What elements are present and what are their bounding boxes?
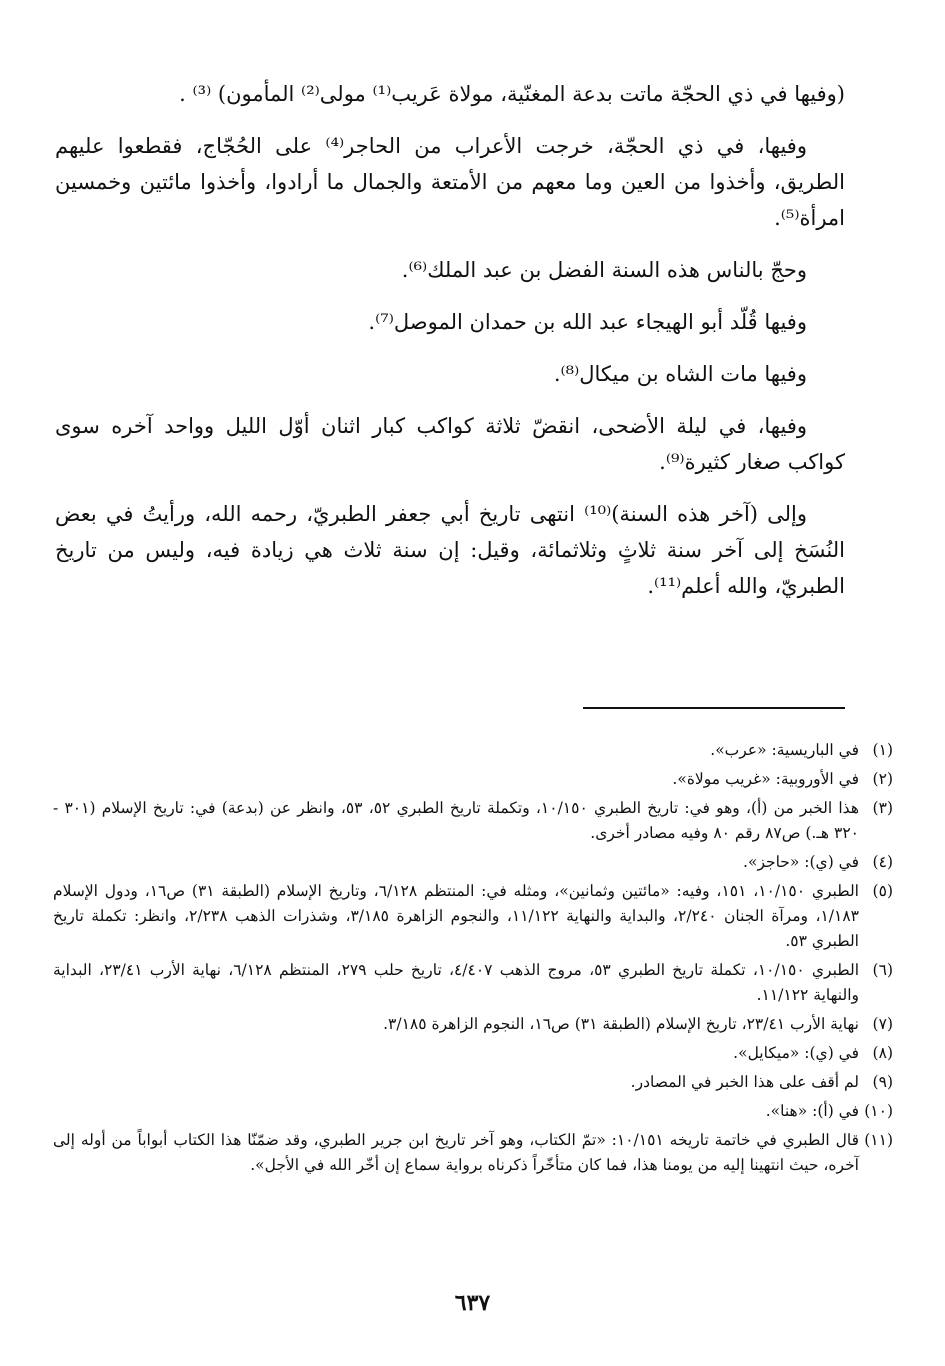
paragraph-falling-stars: وفيها، في ليلة الأضحى، انقضّ ثلاثة كواكب كبار اثنان أوّل الليل وواحد آخره سوى كواكب صغار كثيرة⁽⁹⁾. [55,414,845,474]
footnote-text: في الباريسية: «عرب». [710,741,859,759]
paragraph-mosul-appointment: وفيها قُلّد أبو الهيجاء عبد الله بن حمدان الموصل⁽⁷⁾. [368,310,807,334]
footnote-item [53,850,893,875]
footnote-text: الطبري ١٠/١٥٠، ١٥١، وفيه: «مائتين وثمانين»، ومثله في: المنتظم ٦/١٢٨، وتاريخ الإسلام (الطبقة ٣١) ص١٦، ودول الإسلام ١/١٨٣، ومرآة الجنان ٢/٢٤٠، والبداية والنهاية ١١/١٢٢، والنجوم الزاهرة ٣/١٨٥، وشذرات الذهب ٢/٢٣٨، وانظر: تكملة تاريخ الطبري ٥٣. [53,882,859,950]
footnote-item [53,958,893,1008]
page-number: ٦٣٧ [454,1290,491,1316]
footnote-item [53,1012,893,1037]
footnote-divider [583,707,845,709]
footnote-number: (٧) [872,1015,893,1033]
footnote-item [53,1041,893,1066]
footnote-item [53,767,893,792]
paragraph-death-of-badaa: (وفيها في ذي الحجّة ماتت بدعة المغنّية، مولاة عَريب⁽¹⁾ مولى⁽²⁾ المأمون) ⁽³⁾ . [179,82,845,106]
footnote-item [53,879,893,954]
footnote-number: (١) [872,741,893,759]
footnote-text: في الأوروبية: «غريب مولاة». [672,770,859,788]
paragraph-death-of-shah: وفيها مات الشاه بن ميكال⁽⁸⁾. [553,362,807,386]
paragraph-bedouin-raid: وفيها، في ذي الحجّة، خرجت الأعراب من الحاجر⁽⁴⁾ على الحُجّاج، فقطعوا عليهم الطريق، وأخذوا من العين وما معهم من الأمتعة والجمال ما أرادوا، وأخذوا مائتين وخمسين امرأة⁽⁵⁾. [55,134,845,230]
footnotes-list [53,738,893,1182]
footnote-text: في (أ): «هنا». [765,1102,859,1120]
footnote-text: الطبري ١٠/١٥٠، تكملة تاريخ الطبري ٥٣، مروج الذهب ٤/٤٠٧، تاريخ حلب ٢٧٩، المنتظم ٦/١٢٨، نهاية الأرب ٢٣/٤١، البداية والنهاية ١١/١٢٢. [53,961,860,1004]
footnote-number: (٨) [872,1044,893,1062]
footnote-number: (٣) [872,799,893,817]
footnote-number: (٥) [872,882,893,900]
footnote-text: في (ي): «حاجز». [743,853,859,871]
footnote-item [53,1099,893,1124]
footnote-item [53,1070,893,1095]
footnote-number: (٩) [872,1073,893,1091]
footnote-text: لم أقف على هذا الخبر في المصادر. [630,1073,859,1091]
paragraph-hajj-leader: وحجّ بالناس هذه السنة الفضل بن عبد الملك⁽⁶⁾. [401,258,807,282]
footnote-number: (٤) [872,853,893,871]
footnote-item [53,738,893,763]
main-text [55,76,845,620]
paragraph-end-of-tabari: وإلى (آخر هذه السنة)⁽¹⁰⁾ انتهى تاريخ أبي جعفر الطبريّ، رحمه الله، ورأيتُ في بعض النُسَخ إلى آخر سنة ثلاثٍ وثلاثمائة، وقيل: إن سنة ثلاث هي زيادة فيه، وليس من تاريخ الطبريّ، والله أعلم⁽¹¹⁾. [55,502,845,598]
footnote-text: قال الطبري في خاتمة تاريخه ١٠/١٥١: «تمّ الكتاب، وهو آخر تاريخ ابن جرير الطبري، وقد ضمّنّا هذا الكتاب أبواباً من أوله إلى آخره، حيث انتهينا إليه من يومنا هذا، فما كان متأخّراً ذكرناه برواية سماع إن أخّر الله في الأجل». [53,1131,859,1174]
footnote-number: (٢) [872,770,893,788]
footnote-number: (١٠) [864,1102,893,1120]
footnote-number: (١١) [864,1131,893,1149]
footnote-text: في (ي): «ميكايل». [733,1044,859,1062]
footnote-text: هذا الخبر من (أ)، وهو في: تاريخ الطبري ١٠/١٥٠، وتكملة تاريخ الطبري ٥٢، ٥٣، وانظر عن (بدعة) في: تاريخ الإسلام (٣٠١ - ٣٢٠ هـ.) ص٨٧ رقم ٨٠ وفيه مصادر أخرى. [53,799,859,842]
footnote-number: (٦) [872,961,893,979]
footnote-item [53,796,893,846]
footnote-item [53,1128,893,1178]
footnote-text: نهاية الأرب ٢٣/٤١، تاريخ الإسلام (الطبقة ٣١) ص١٦، النجوم الزاهرة ٣/١٨٥. [383,1015,859,1033]
